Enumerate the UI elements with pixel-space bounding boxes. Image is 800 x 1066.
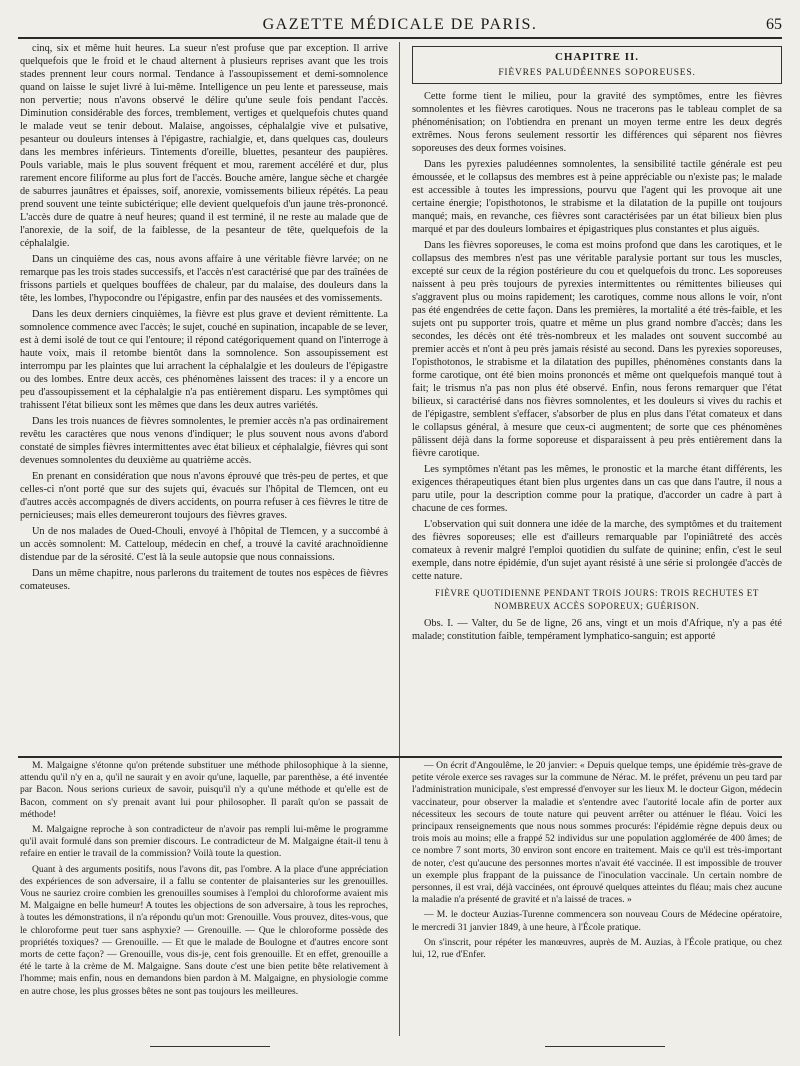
footer-rule-left (150, 1046, 270, 1047)
page-number: 65 (766, 16, 782, 33)
paragraph: Les symptômes n'étant pas les mêmes, le pronostic et la marche étant différents, les exigences thérapeutiques étant bien plus urgentes dans un cas que dans l'autre, il nous a paru utile, pour la description comme pour la pratique, d'accorder un cadre à part à chacune de ces formes. (412, 464, 782, 514)
left-column (20, 42, 388, 754)
paragraph: M. Malgaigne reproche à son contradicteur de n'avoir pas rempli lui-même le programme qu'il avait formulé dans son premier discours. Le contradicteur de M. Malgaigne était-il tenu à refaire en entier le travail de la commission? Voilà toute la question. (20, 824, 388, 860)
chapter-heading-box (412, 46, 782, 84)
paragraph: L'observation qui suit donnera une idée de la marche, des symptômes et du traitement des fièvres soporeuses; elle est d'ailleurs remarquable par l'opiniâtreté des accès comateux à revenir malgré l'emploi quotidien du sulfate de quinine; enfin, c'est le seul exemple, dans notre épidémie, d'un sujet ayant résisté à une série si prolongée d'accès de cette nature. (412, 519, 782, 582)
column-divider (399, 42, 400, 1036)
right-column (412, 42, 782, 754)
paragraph: Cette forme tient le milieu, pour la gravité des symptômes, entre les fièvres somnolentes et les fièvres carotiques. Nous ne tracerons pas le tableau complet de sa phénoménisation; on l'obtiendra en prenant un moyen terme entre les deux degrés extrêmes. Nous ferons seulement ressortir les différences qui séparent nos fièvres soporeuses des deux formes voisines. (412, 91, 782, 154)
paragraph: cinq, six et même huit heures. La sueur n'est profuse que par exception. Il arrive quelquefois que le froid et le chaud alternent à plusieurs reprises avant que les trois stades prennent leur cours normal. Tendance à l'assoupissement et demi-somnolence quand on laisse le sujet livré à lui-même. Intelligence un peu lente et paresseuse, mais non pervertie; nous n'avons observé le délire qu'une seule fois pendant l'accès. Diminution considérable des forces, tremblement, vertiges et quelquefois chutes quand le malade veut se tenir debout. Malaise, angoisses, céphalalgie vive et pulsative, pesanteur ou douleurs intenses à l'épigastre, rachialgie, et, dans quelques cas, douleurs dans les membres inférieurs. Tintements d'oreille, bluettes, pesanteur des paupières. Pouls variable, mais le plus souvent fréquent et mou, rarement accéléré et dur, plus rarement encore filiforme au plus fort de l'accès. Bouche amère, langue sèche et chargée de saburres jaunâtres et épaisses, soif, anorexie, vomissements bilieux répétés. La peau prend souvent une teinte subictérique; elle devient quelquefois d'un jaune très-prononcé. L'accès dure de quatre à neuf heures; quand il est terminé, il ne reste au malade que de l'anorexie, de la soif, de la faiblesse, de la pesanteur de tête, quelquefois de la céphalalgie. (20, 43, 388, 249)
paragraph: Dans les deux derniers cinquièmes, la fièvre est plus grave et devient rémittente. La somnolence commence avec l'accès; le sujet, couché en supination, incapable de se lever, est à demi isolé de tout ce qui l'entoure; il répond catégoriquement quand on l'interroge à haute voix, mais il retombe bientôt dans la somnolence. Son assoupissement est interrompu par les plaintes que lui arrachent la céphalalgie et les douleurs de l'épigastre ou des lombes. Entre deux accès, ces phénomènes laissent des traces: il y a encore un peu d'assoupissement et la céphalalgie n'a pas entièrement disparu. Les symptômes qui trahissent l'état bilieux sont les mêmes que dans les deux autres variétés. (20, 309, 388, 411)
paragraph: — M. le docteur Auzias-Turenne commencera son nouveau Cours de Médecine opératoire, le mercredi 31 janvier 1849, à une heure, à l'École pratique. (412, 909, 782, 933)
bottom-left-column (20, 760, 388, 1036)
chapter-title: CHAPITRE II. (554, 51, 640, 63)
paragraph: M. Malgaigne s'étonne qu'on prétende substituer une méthode philosophique à la sienne, attendu qu'il n'y en a, qu'il ne saurait y en avoir qu'une, laquelle, par parenthèse, a été inventée par Bacon. Nous serions curieux de savoir, puisqu'il n'y a qu'une méthode et qu'elle est de Bacon, comment on s'y prenait avant lui pour philosopher. Il paraît qu'on se passait de méthode! (20, 760, 388, 820)
paragraph: En prenant en considération que nous n'avons éprouvé que très-peu de pertes, et que celles-ci n'ont porté que sur des sujets qui, évacués sur l'hôpital de Tlemcen, ont eu d'autres accès accompagnés de divers accidents, on pourra refuser à ces fièvres le titre de pernicieuses; mais elles demeureront toujours des fièvres graves. (20, 471, 388, 521)
section-rule (18, 756, 782, 758)
paragraph: Dans les trois nuances de fièvres somnolentes, le premier accès n'a pas ordinairement revêtu les caractères que nous venons d'indiquer; le plus souvent nous avons d'abord constaté de simples fièvres intermittentes avec état bilieux et céphalalgie, fièvres qui sont devenues somnolentes du deuxième au quatrième accès. (20, 416, 388, 466)
paragraph: Dans un même chapitre, nous parlerons du traitement de toutes nos espèces de fièvres comateuses. (20, 568, 388, 592)
paragraph: Dans les fièvres soporeuses, le coma est moins profond que dans les carotiques, et le collapsus des membres n'est pas une véritable paralysie portant sur tous les muscles, excepté sur ceux de la région postérieure du cou et quelquefois du tronc. Les soporeuses naissent à peu près toujours de pyrexies intermittentes ou rémittentes bilieuses qui s'aggravent plus ou moins rapidement; les carotiques, comme nous allons le voir, n'ont pas été engendrées de cette façon. Dans les premières, la mortalité a été très-faible, et les sujets ont pu supporter trois, quatre et même un plus grand nombre d'accès; dans les secondes, les décès ont été très-nombreux et les malades ont souvent succombé au premier accès et n'ont à peu près jamais résisté au second. Dans les pyrexies soporeuses, l'opisthotonos, le strabisme et la dilatation des pupilles, phénomènes constants dans la forme carotique, ont été bien moins prononcés et même ont quelquefois manqué tout à fait; le trismus n'a pas non plus été observé. Enfin, nous ferons remarquer que l'état bilieux, si caractérisé dans nos fièvres somnolentes, et les douleurs si vives du rachis et de l'épigastre, semblent s'effacer, s'absorber de plus en plus dans l'état comateux et dans le collapsus général, à mesure que ceux-ci augmentent; de sorte que ces phénomènes pâlissent déjà dans la forme soporeuse et disparaissent à peu près entièrement dans la fièvre carotique. (412, 240, 782, 459)
paragraph: Un de nos malades de Oued-Chouli, envoyé à l'hôpital de Tlemcen, y a succombé à un accès somnolent: M. Catteloup, médecin en chef, a trouvé la cavité arachnoïdienne distendue par de la sérosité. C'est là la seule autopsie que nous connaissions. (20, 526, 388, 563)
paragraph: — On écrit d'Angoulême, le 20 janvier: « Depuis quelque temps, une épidémie très-grave de petite vérole exerce ses ravages sur la commune de Nérac. M. le préfet, prévenu un peu tard par l'administration municipale, s'est empressé d'envoyer sur les lieux M. le docteur Gigon, médecin vaccinateur, pour observer la maladie et s'entendre avec l'autorité locale afin de porter aux nécessiteux les secours de toute nature qui peuvent arrêter ou atténuer le fléau. Voici les principaux renseignements que nous nous sommes procurés: l'épidémie règne depuis deux ou trois mois au moins; elle a frappé 52 individus sur une population agglomérée de 400 âmes; de ce nombre 7 sont morts, 30 environ sont encore en traitement. Mais ce qu'il est très-important de noter, c'est qu'aucune des personnes mortes n'avait été vaccinée. Il est impossible de trouver un exemple plus frappant de la puissance de l'inoculation vaccinale. Un certain nombre de personnes, il est vrai, déjà vaccinées, ont éprouvé quelques atteintes du fléau; mais chez aucune la maladie n'a présenté de gravité et n'a laissé de traces. » (412, 760, 782, 906)
paragraph: Dans les pyrexies paludéennes somnolentes, la sensibilité tactile générale est peu émoussée, et le collapsus des membres est à peine appréciable ou n'existe pas; le malade est accessible à toutes les impressions, pourvu que l'agent qui les provoque ait une certaine énergie; l'opisthotonos, le strabisme et la dilatation de la pupille ont toujours manqué; mais, en revanche, ces fièvres sont caractérisées par un état bilieux bien plus marqué et par des douleurs lombaires et épigastriques plus constantes et plus aiguës. (412, 159, 782, 235)
footer-rule-right (545, 1046, 665, 1047)
observation-paragraph: Obs. I. — Valter, du 5e de ligne, 26 ans, vingt et un mois d'Afrique, n'y a pas été malade; constitution faible, tempérament lymphatico-sanguin; est apporté (412, 618, 782, 642)
header-rule (18, 37, 782, 39)
paragraph: Dans un cinquième des cas, nous avons affaire à une véritable fièvre larvée; on ne remarque pas les trois stades successifs, et l'accès n'est caractérisé que par des traînées de frissons partiels et quelques bouffées de chaleur, par du malaise, des douleurs dans la tête, les lombes, l'hypocondre ou l'épigastre, enfin par des nausées et des vomissements. (20, 254, 388, 304)
running-title: GAZETTE MÉDICALE DE PARIS. (262, 16, 538, 33)
bottom-right-column (412, 760, 782, 1036)
chapter-subtitle: FIÈVRES PALUDÉENNES SOPOREUSES. (498, 68, 696, 78)
observation-heading: FIÈVRE QUOTIDIENNE PENDANT TROIS JOURS: TROIS RECHUTES ET NOMBREUX ACCÈS SOPOREUX; GUÉRISON. (435, 588, 759, 611)
paragraph: On s'inscrit, pour répéter les manœuvres, auprès de M. Auzias, à l'École pratique, ou chez lui, 12, rue d'Enfer. (412, 936, 782, 961)
paragraph: Quant à des arguments positifs, nous l'avons dit, pas l'ombre. A la place d'une appréciation des expériences de son adversaire, il a fallu se contenter de plaisanteries sur les grenouilles. Vous ne sauriez croire combien les grenouilles soumises à l'emploi du chloroforme avaient mis M. Malgaigne en belle humeur! A toutes les objections de son adversaire, à tous les reproches, à toutes les démonstrations, il n'a répondu qu'un mot: Grenouille. Vous prouvez, dites-vous, que le chloroforme peut tuer sans asphyxie? — Grenouille. — Que le chloroforme possède des propriétés toxiques? — Grenouille. — Et que le malade de Boulogne et d'autres encore sont morts de cette façon? — Grenouille, vous dis-je, cent fois grenouille. Et en effet, grenouille a été le tarte à la crème de M. Malgaigne. Sans doute c'est une bien petite bête relativement à l'homme; mais enfin, nous en demandons bien pardon à M. Malgaigne, en physiologie comme en autre chose, les plus grosses bêtes ne sont pas toujours les meilleures. (20, 863, 388, 997)
